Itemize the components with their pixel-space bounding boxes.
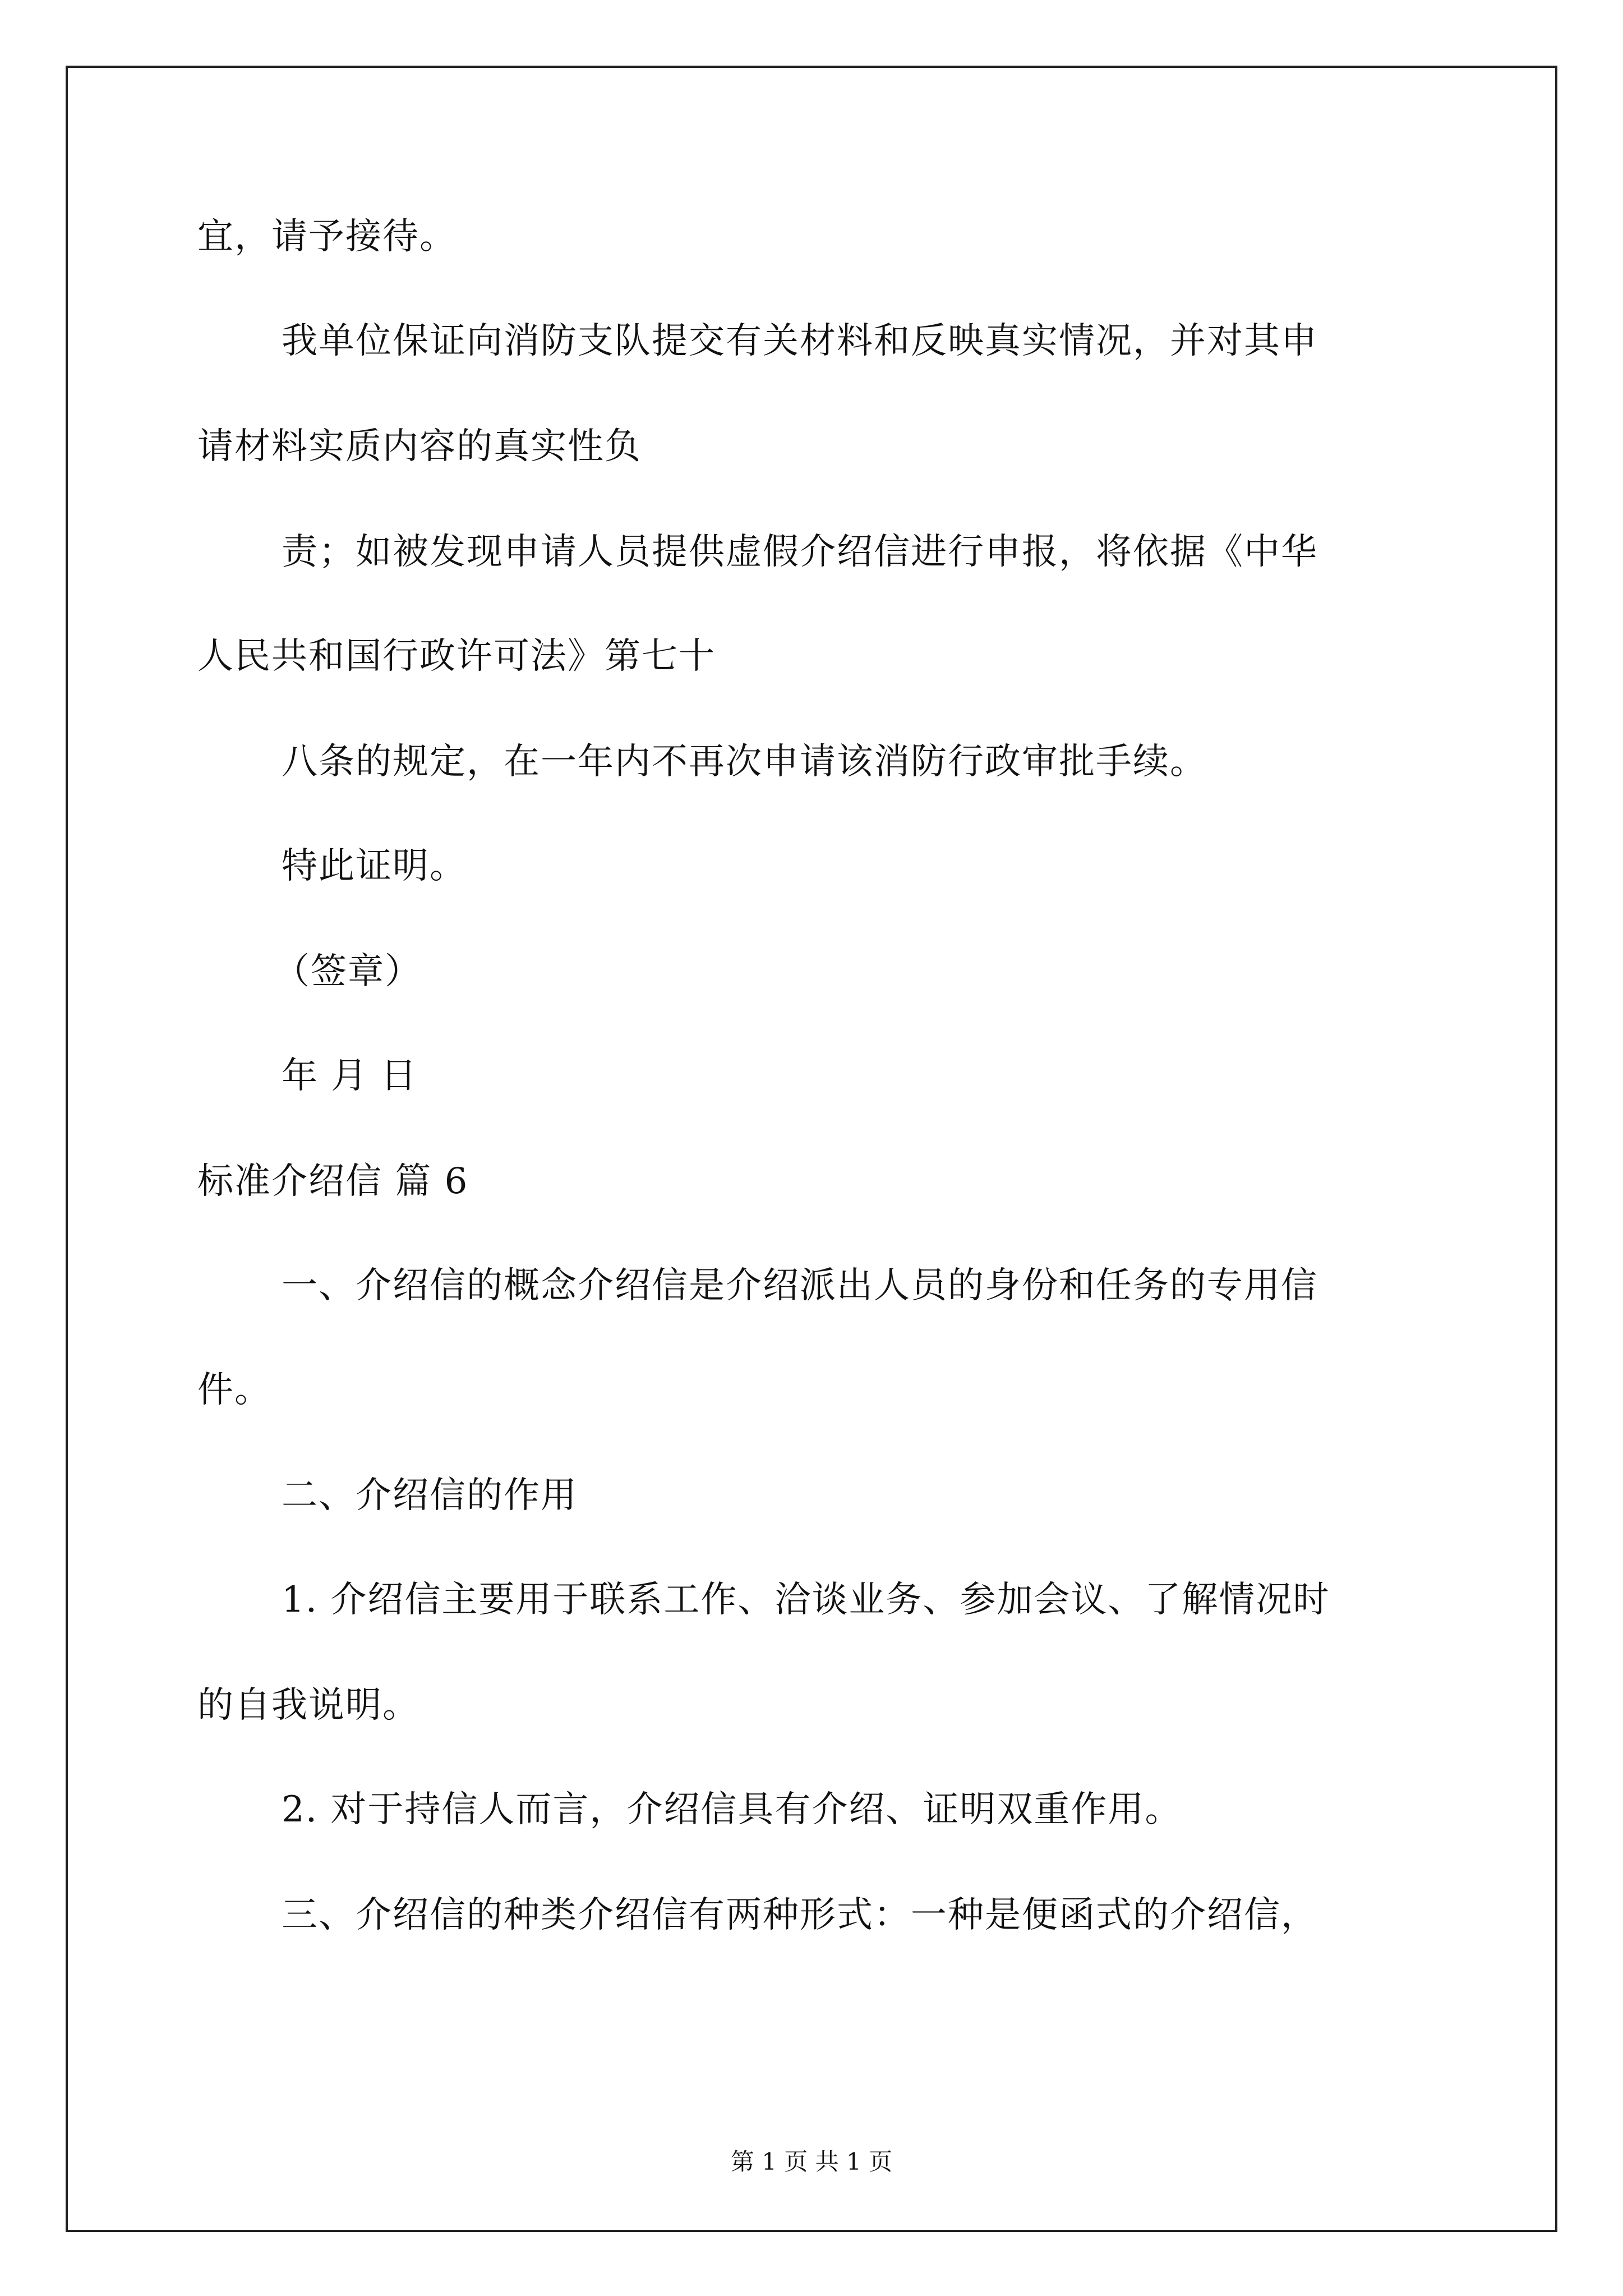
text-line: 年 月 日 [282, 1055, 418, 1097]
text-line: 一、介绍信的概念介绍信是介绍派出人员的身份和任务的专用信 [282, 1265, 1318, 1306]
text-line: 的自我说明。 [197, 1685, 419, 1726]
text-line: 二、介绍信的作用 [282, 1475, 578, 1516]
text-line: 八条的规定，在一年内不再次申请该消防行政审批手续。 [282, 741, 1207, 783]
text-line: 特此证明。 [282, 845, 467, 887]
text-line: 件。 [197, 1369, 271, 1411]
text-line: 责；如被发现申请人员提供虚假介绍信进行申报，将依据《中华 [282, 531, 1318, 573]
page-footer: 第 1 页 共 1 页 [730, 2148, 893, 2175]
section-heading: 标准介绍信 篇 6 [197, 1161, 469, 1202]
text-line: 我单位保证向消防支队提交有关材料和反映真实情况，并对其申 [282, 320, 1318, 362]
text-line: 宜，请予接待。 [197, 216, 457, 257]
text-line: 人民共和国行政许可法》第七十 [197, 636, 716, 677]
text-line: （签章） [274, 951, 422, 992]
text-line: 请材料实质内容的真实性负 [197, 426, 642, 467]
text-line: 三、介绍信的种类介绍信有两种形式：一种是便函式的介绍信， [282, 1894, 1318, 1936]
text-line: 1. 介绍信主要用于联系工作、洽谈业务、参加会议、了解情况时 [282, 1579, 1330, 1621]
text-line: 2. 对于持信人而言，介绍信具有介绍、证明双重作用。 [282, 1789, 1182, 1830]
